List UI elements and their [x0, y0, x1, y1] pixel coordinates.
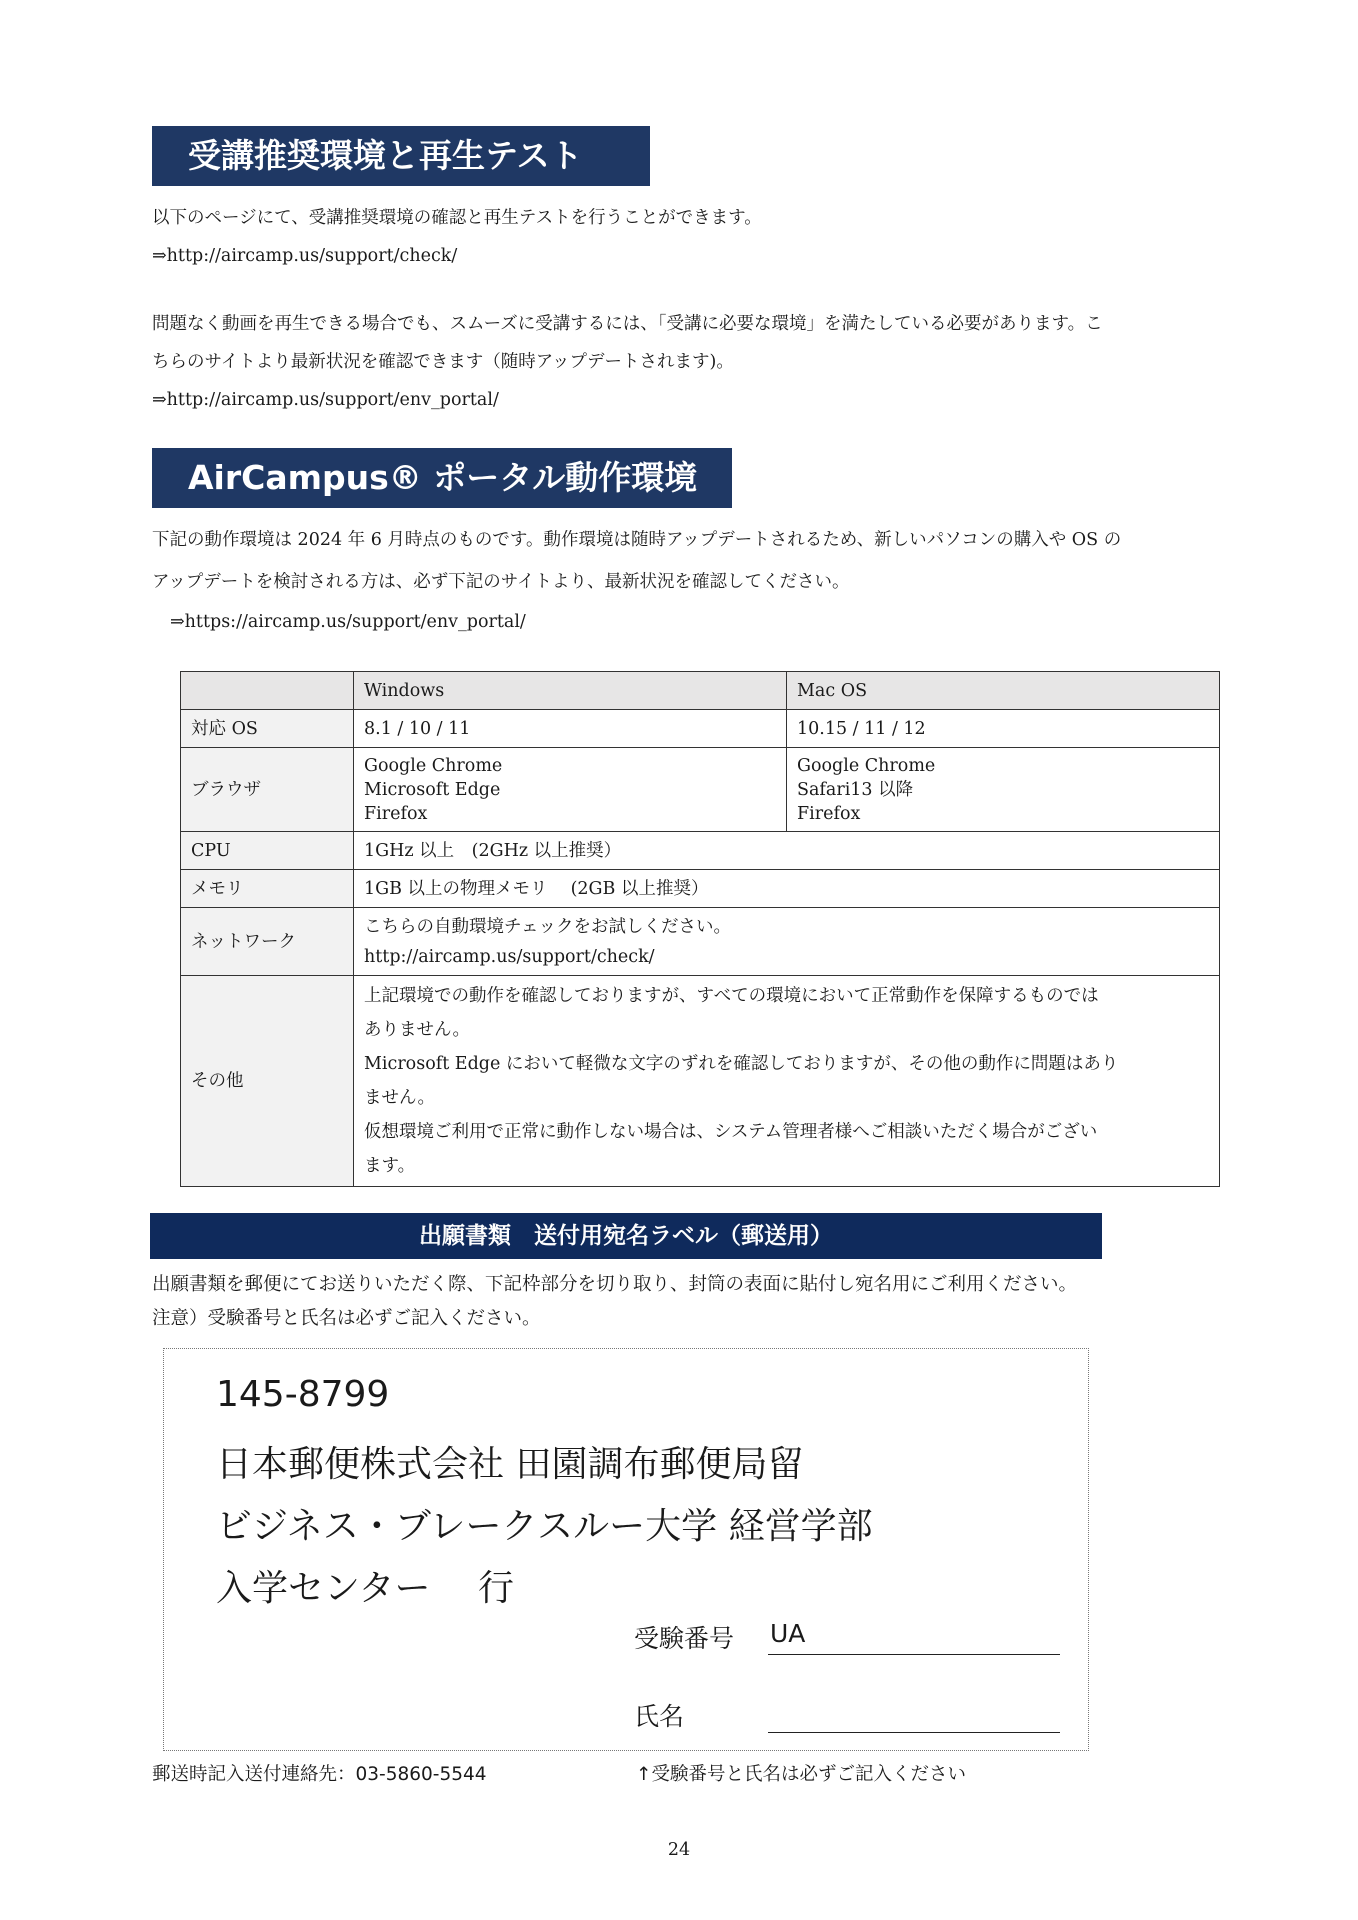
other-line: Microsoft Edge において軽微な文字のずれを確認しておりますが、その他の動作に問題はあり — [364, 1054, 1119, 1074]
notice-text-line2: ちらのサイトより最新状況を確認できます（随時アップデートされます)。 — [152, 352, 734, 372]
portal-text-line2: アップデートを検討される方は、必ず下記のサイトより、最新状況を確認してください。 — [152, 572, 850, 592]
row-label-other: その他 — [181, 976, 354, 1187]
browser-item: Safari13 以降 — [797, 779, 914, 800]
page-number: 24 — [667, 1840, 691, 1860]
env-portal-link[interactable]: ⇒http://aircamp.us/support/env_portal/ — [152, 390, 499, 410]
row-label-browser: ブラウザ — [181, 748, 354, 832]
browser-item: Microsoft Edge — [364, 779, 501, 800]
other-line: 上記環境での動作を確認しておりますが、すべての環境において正常動作を保障するものでは — [364, 986, 1099, 1006]
table-row — [181, 832, 1220, 870]
row-label-network: ネットワーク — [181, 908, 354, 976]
network-text: こちらの自動環境チェックをお試しください。 — [364, 916, 731, 937]
section-title-environment: 受講推奨環境と再生テスト — [152, 126, 650, 186]
browser-item: Google Chrome — [797, 755, 936, 776]
table-row — [181, 710, 1220, 748]
contact-info: 郵送時記入送付連絡先：03-5860-5544 — [152, 1764, 487, 1785]
section-title-portal: AirCampus® ポータル動作環境 — [152, 448, 732, 508]
os-windows: 8.1 / 10 / 11 — [354, 710, 787, 748]
browser-mac — [787, 748, 1220, 832]
mailing-note: 注意）受験番号と氏名は必ずご記入ください。 — [152, 1308, 541, 1329]
section-title-mailing-label: 出願書類 送付用宛名ラベル（郵送用） — [150, 1213, 1102, 1259]
row-label-os: 対応 OS — [181, 710, 354, 748]
environment-table — [180, 671, 1220, 1187]
exam-number-input[interactable] — [768, 1654, 1060, 1655]
name-label: 氏名 — [634, 1702, 685, 1731]
check-link[interactable]: ⇒http://aircamp.us/support/check/ — [152, 246, 458, 266]
table-header-mac: Mac OS — [787, 672, 1220, 710]
browser-item: Firefox — [364, 803, 428, 824]
browser-windows — [354, 748, 787, 832]
row-label-memory: メモリ — [181, 870, 354, 908]
address-line2: ビジネス・ブレークスルー大学 経営学部 — [216, 1506, 873, 1547]
name-input[interactable] — [768, 1732, 1060, 1733]
memory-value: 1GB 以上の物理メモリ (2GB 以上推奨） — [354, 870, 1220, 908]
table-header-blank — [181, 672, 354, 710]
address-line3: 入学センター 行 — [216, 1568, 515, 1609]
network-value — [354, 908, 1220, 976]
postal-code: 145-8799 — [216, 1374, 390, 1415]
table-row — [181, 908, 1220, 976]
table-row — [181, 672, 1220, 710]
other-line: 仮想環境ご利用で正常に動作しない場合は、システム管理者様へご相談いただく場合がござい — [364, 1122, 1098, 1142]
os-mac: 10.15 / 11 / 12 — [787, 710, 1220, 748]
portal-link[interactable]: ⇒https://aircamp.us/support/env_portal/ — [170, 612, 526, 632]
network-link[interactable]: http://aircamp.us/support/check/ — [364, 946, 655, 967]
portal-text-line1: 下記の動作環境は 2024 年 6 月時点のものです。動作環境は随時アップデートされるため、新しいパソコンの購入や OS の — [152, 530, 1122, 550]
other-line: ます。 — [364, 1156, 416, 1176]
other-line: ありません。 — [364, 1020, 471, 1040]
other-line: ません。 — [364, 1088, 436, 1108]
notice-text-line1: 問題なく動画を再生できる場合でも、スムーズに受講するには、「受講に必要な環境」を満たしている必要があります。こ — [152, 314, 1103, 334]
exam-number-prefix: UA — [770, 1619, 806, 1648]
address-line1: 日本郵便株式会社 田園調布郵便局留 — [216, 1444, 804, 1485]
footer-note: ↑受験番号と氏名は必ずご記入ください — [636, 1764, 967, 1785]
table-header-windows: Windows — [354, 672, 787, 710]
row-label-cpu: CPU — [181, 832, 354, 870]
mailing-instruction: 出願書類を郵便にてお送りいただく際、下記枠部分を切り取り、封筒の表面に貼付し宛名用にご利用ください。 — [152, 1274, 1078, 1295]
exam-number-label: 受験番号 — [634, 1624, 735, 1653]
table-row — [181, 870, 1220, 908]
cpu-value: 1GHz 以上 (2GHz 以上推奨） — [354, 832, 1220, 870]
browser-item: Firefox — [797, 803, 861, 824]
table-row — [181, 748, 1220, 832]
table-row — [181, 976, 1220, 1187]
browser-item: Google Chrome — [364, 755, 503, 776]
intro-text: 以下のページにて、受講推奨環境の確認と再生テストを行うことができます。 — [152, 208, 762, 228]
other-value — [354, 976, 1220, 1187]
